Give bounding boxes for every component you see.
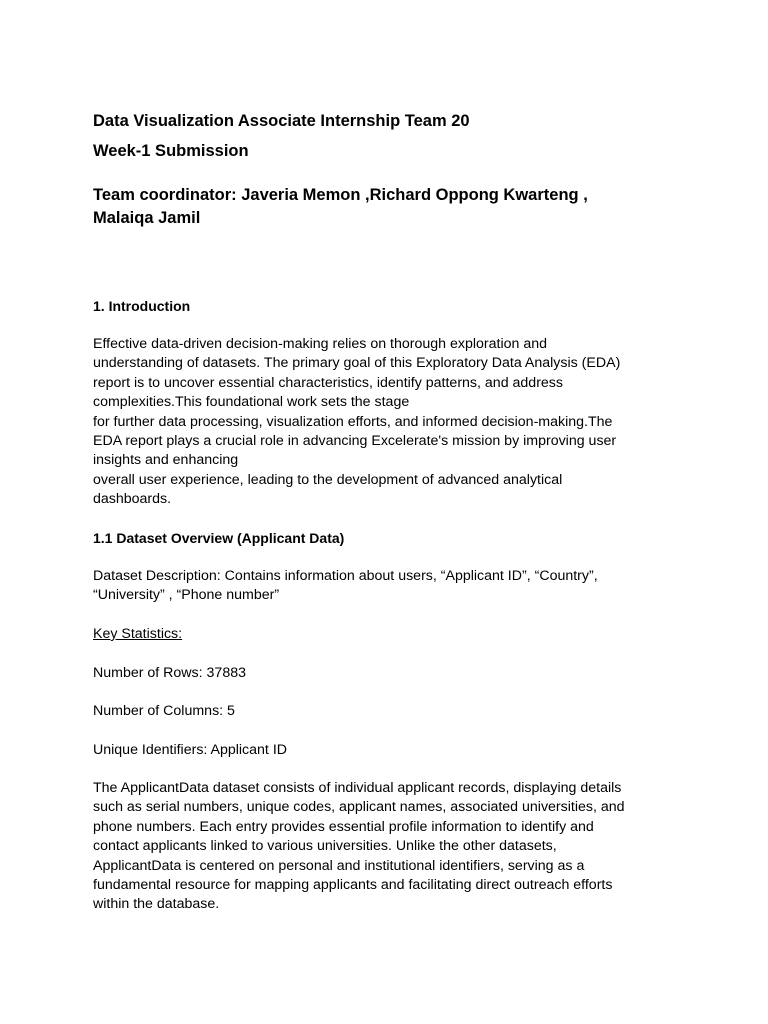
rows-statistic [93, 664, 693, 683]
paragraph-line: phone numbers. Each entry provides essential profile information to identify and [93, 818, 594, 835]
unique-identifier-statistic [93, 741, 693, 760]
statistic-text: Number of Rows: 37883 [93, 665, 246, 681]
document-title [93, 110, 693, 132]
paragraph-line: overall user experience, leading to the development of advanced analytical [93, 471, 563, 488]
section-heading-text: 1.1 Dataset Overview (Applicant Data) [93, 530, 345, 546]
subtitle-line: Week-1 Submission [93, 142, 249, 160]
paragraph-line: such as serial numbers, unique codes, applicant names, associated universities, and [93, 799, 625, 816]
coordinator-line: Malaiqa Jamil [93, 209, 201, 227]
paragraph-line: EDA report plays a crucial role in advancing Excelerate's mission by improving user [93, 433, 617, 450]
title-line: Data Visualization Associate Internship Team 20 [93, 112, 470, 130]
paragraph-line: “University” , “Phone number” [93, 587, 280, 604]
section-heading-dataset-overview [93, 529, 693, 548]
paragraph-line: Dataset Description: Contains information about users, “Applicant ID”, “Country”, [93, 568, 598, 584]
paragraph-line: insights and enhancing [93, 452, 239, 469]
paragraph-line: contact applicants linked to various universities. Unlike the other datasets, [93, 838, 557, 855]
paragraph-line: complexities.This foundational work sets the stage [93, 394, 410, 411]
paragraph-line: for further data processing, visualization efforts, and informed decision-making.The [93, 413, 613, 430]
applicant-data-summary [93, 779, 693, 915]
coordinator-line: Team coordinator: Javeria Memon ,Richard Oppong Kwarteng , [93, 186, 588, 204]
paragraph-line: ApplicantData is centered on personal and institutional identifiers, serving as a [93, 857, 585, 874]
team-coordinator-heading [93, 184, 693, 230]
columns-statistic [93, 702, 693, 721]
paragraph-line: The ApplicantData dataset consists of individual applicant records, displaying details [93, 780, 622, 796]
dataset-description [93, 567, 693, 606]
key-statistics-text: Key Statistics: [93, 626, 183, 642]
key-statistics-label [93, 625, 693, 644]
document-subtitle [93, 140, 693, 162]
paragraph-line: dashboards. [93, 491, 172, 508]
paragraph-line: within the database. [93, 896, 220, 913]
introduction-paragraph [93, 335, 693, 510]
section-heading-introduction [93, 297, 693, 316]
statistic-text: Number of Columns: 5 [93, 703, 235, 719]
paragraph-line: Effective data-driven decision-making relies on thorough exploration and [93, 336, 548, 352]
paragraph-line: understanding of datasets. The primary goal of this Exploratory Data Analysis (EDA) [93, 355, 621, 372]
paragraph-line: fundamental resource for mapping applicants and facilitating direct outreach efforts [93, 877, 613, 894]
paragraph-line: report is to uncover essential characteristics, identify patterns, and address [93, 374, 563, 391]
statistic-text: Unique Identifiers: Applicant ID [93, 742, 288, 758]
section-heading-text: 1. Introduction [93, 298, 191, 314]
